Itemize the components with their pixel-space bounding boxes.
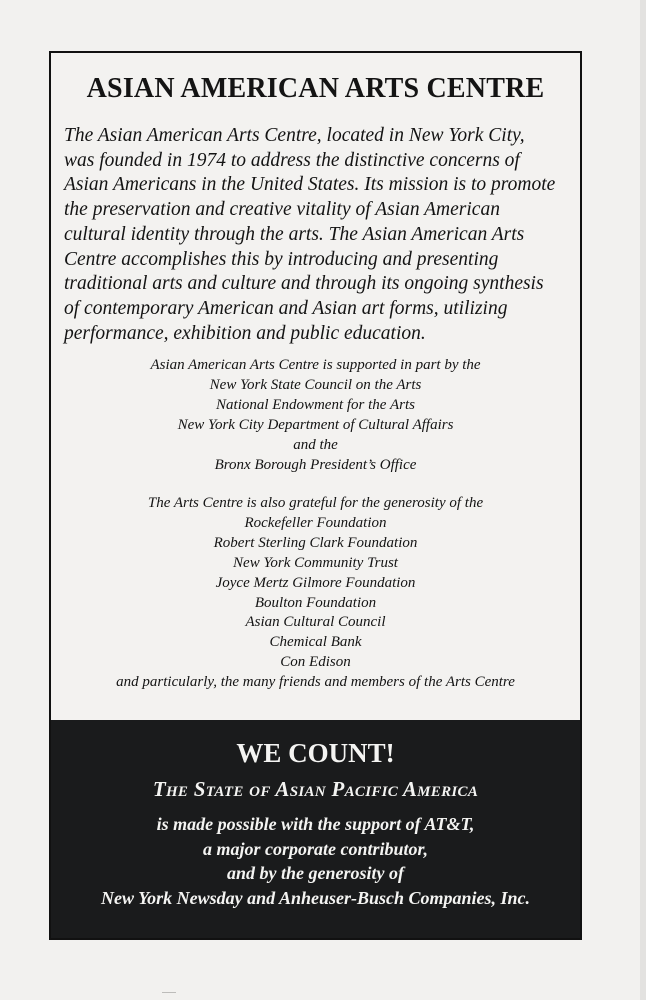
mission-line: was founded in 1974 to address the distinctive concerns of	[64, 149, 520, 171]
paper-mark	[162, 992, 176, 993]
mission-paragraph	[64, 124, 569, 346]
banner-subtitle: The State of Asian Pacific America	[152, 777, 479, 801]
support-line: National Endowment for the Arts	[216, 396, 415, 413]
mission-line: performance, exhibition and public education.	[64, 322, 426, 344]
gratitude-list	[51, 494, 580, 693]
support-line: Asian American Arts Centre is supported in part by the	[150, 357, 481, 373]
page-title: ASIAN AMERICAN ARTS CENTRE	[86, 73, 545, 104]
banner-line: and by the generosity of	[227, 863, 404, 883]
gratitude-line: Joyce Mertz Gilmore Foundation	[215, 574, 416, 591]
gratitude-line: Rockefeller Foundation	[244, 514, 387, 531]
page-edge	[640, 0, 646, 1000]
support-line: and the	[293, 436, 338, 453]
support-list	[51, 356, 580, 475]
support-line: New York City Department of Cultural Affairs	[177, 416, 454, 433]
mission-line: cultural identity through the arts. The Asian American Arts	[64, 223, 525, 245]
support-line: New York State Council on the Arts	[209, 376, 422, 393]
banner-line: is made possible with the support of AT&T,	[156, 814, 475, 834]
banner-line: a major corporate contributor,	[202, 838, 429, 859]
mission-line: the preservation and creative vitality of Asian American	[64, 199, 500, 221]
mission-line: traditional arts and culture and through its ongoing synthesis	[64, 273, 544, 295]
gratitude-line: Robert Sterling Clark Foundation	[213, 534, 418, 551]
gratitude-line: Chemical Bank	[269, 634, 362, 651]
mission-line: The Asian American Arts Centre, located in New York City,	[64, 125, 525, 146]
gratitude-line: Con Edison	[280, 654, 351, 671]
mission-line: Centre accomplishes this by introducing and presenting	[64, 248, 499, 270]
gratitude-line: and particularly, the many friends and members of the Arts Centre	[116, 674, 515, 691]
content-frame	[49, 51, 582, 940]
banner-text	[51, 812, 580, 910]
gratitude-line: Asian Cultural Council	[245, 614, 386, 631]
banner-title: WE COUNT!	[236, 738, 395, 768]
gratitude-line: Boulton Foundation	[254, 594, 377, 611]
gratitude-line: The Arts Centre is also grateful for the generosity of the	[147, 495, 484, 511]
mission-line: of contemporary American and Asian art forms, utilizing	[64, 297, 508, 319]
gratitude-line: New York Community Trust	[233, 554, 398, 571]
sponsor-banner	[51, 720, 580, 938]
mission-line: Asian Americans in the United States. Its mission is to promote	[64, 174, 556, 196]
banner-line: New York Newsday and Anheuser-Busch Companies, Inc.	[100, 887, 531, 908]
support-line: Bronx Borough President’s Office	[214, 456, 417, 473]
